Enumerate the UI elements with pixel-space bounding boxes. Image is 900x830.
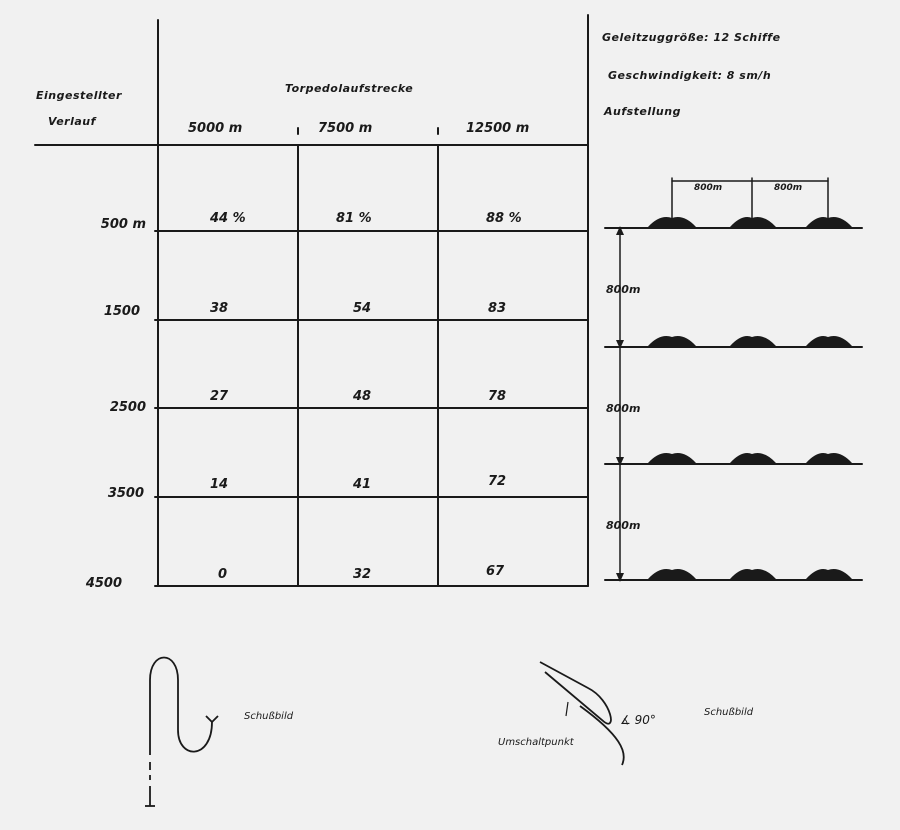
column-group-header: Torpedolaufstrecke bbox=[285, 82, 414, 95]
speed-text: Geschwindigkeit: 8 sm/h bbox=[608, 69, 772, 82]
row-header-line1: Eingestellter bbox=[36, 89, 122, 102]
table-cell: 88 % bbox=[486, 211, 522, 226]
table-cell: 0 bbox=[218, 567, 228, 582]
table-cell: 67 bbox=[486, 564, 505, 579]
row-label-2500: 2500 bbox=[109, 400, 146, 415]
ship-markers bbox=[616, 217, 852, 582]
table-cell: 48 bbox=[353, 389, 372, 404]
row-label-4500: 4500 bbox=[85, 576, 122, 591]
lateral-spacing-label-2: 800m bbox=[774, 183, 803, 193]
table-cell: 81 % bbox=[336, 211, 372, 226]
angle-label: ∡ 90° bbox=[620, 713, 656, 727]
row-label-3500: 3500 bbox=[107, 486, 144, 501]
table-cell: 27 bbox=[210, 389, 229, 404]
convoy-size-text: Geleitzuggröße: 12 Schiffe bbox=[602, 31, 781, 44]
table-cell: 32 bbox=[353, 567, 372, 582]
table-cell: 78 bbox=[488, 389, 507, 404]
row-spacing-label-1: 800m bbox=[606, 283, 641, 296]
table-cell: 44 % bbox=[210, 211, 246, 226]
column-header-12500: 12500 m bbox=[466, 121, 530, 136]
switch-point-label: Umschaltpunkt bbox=[498, 737, 574, 748]
row-label-500: 500 m bbox=[100, 217, 146, 232]
table-cell: 14 bbox=[210, 477, 229, 492]
lateral-spacing-label-1: 800m bbox=[694, 183, 723, 193]
row-spacing-label-3: 800m bbox=[606, 519, 641, 532]
row-label-1500: 1500 bbox=[103, 304, 140, 319]
column-header-5000: 5000 m bbox=[188, 121, 243, 136]
table-cell: 83 bbox=[488, 301, 507, 316]
shot-pattern-left-caption: Schußbild bbox=[244, 711, 294, 722]
row-spacing-label-2: 800m bbox=[606, 402, 641, 415]
table-cell: 72 bbox=[488, 474, 507, 489]
shot-pattern-right bbox=[540, 662, 624, 765]
shot-pattern-left bbox=[145, 658, 218, 807]
table-cell: 54 bbox=[353, 301, 372, 316]
table-cell: 41 bbox=[353, 477, 372, 492]
formation-title: Aufstellung bbox=[604, 105, 681, 118]
table-cell: 38 bbox=[210, 301, 229, 316]
column-header-7500: 7500 m bbox=[318, 121, 373, 136]
shot-pattern-right-caption: Schußbild bbox=[704, 707, 754, 718]
row-header-line2: Verlauf bbox=[48, 115, 96, 128]
